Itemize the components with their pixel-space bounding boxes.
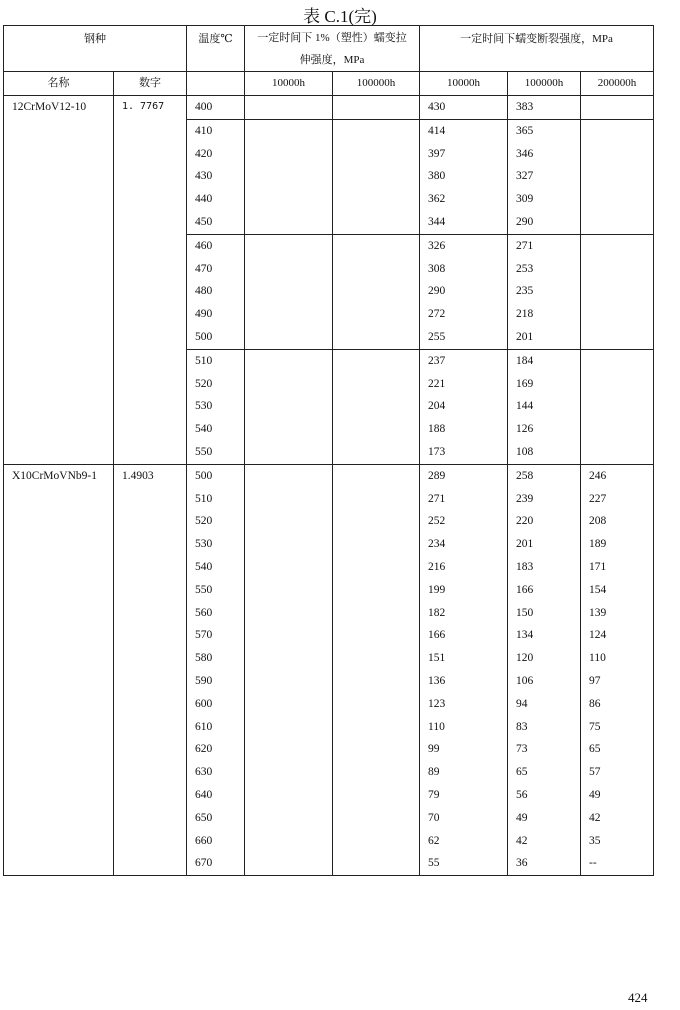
rupture-200000h-cell-value: 171 xyxy=(589,560,607,573)
rupture-100000h-cell-value: 383 xyxy=(516,101,534,113)
rupture-200000h-cell-value xyxy=(589,96,653,119)
rupture-200000h-cell-value xyxy=(589,373,653,396)
creep-10000h-cell xyxy=(245,234,333,349)
rupture-10000h-cell-value: 182 xyxy=(428,606,446,619)
rupture-200000h-cell-value xyxy=(589,120,653,143)
temperature-cell-value: 510 xyxy=(195,354,213,367)
creep-100000h-cell xyxy=(333,96,420,120)
temperature-cell xyxy=(187,119,245,234)
rupture-10000h-cell xyxy=(420,119,508,234)
rupture-10000h-cell-value: 252 xyxy=(428,515,446,528)
rupture-10000h-cell-value: 151 xyxy=(428,652,446,665)
header-rupture-200000h: 200000h xyxy=(581,72,654,96)
temperature-cell-value: 640 xyxy=(195,788,213,801)
rupture-10000h-cell xyxy=(420,96,508,120)
rupture-10000h-cell-value: 289 xyxy=(428,469,446,482)
temperature-cell-value: 570 xyxy=(195,629,213,642)
temperature-cell-value: 600 xyxy=(195,697,213,710)
temperature-cell-value: 520 xyxy=(195,377,213,390)
table-body xyxy=(4,96,654,876)
rupture-10000h-cell-value: 110 xyxy=(428,720,445,733)
rupture-100000h-cell-value: 108 xyxy=(516,445,534,458)
creep-100000h-cell xyxy=(333,464,420,875)
rupture-100000h-cell-value: 120 xyxy=(516,652,534,665)
rupture-200000h-cell-value: 42 xyxy=(589,811,601,824)
rupture-200000h-cell-value xyxy=(589,258,653,281)
temperature-cell-value: 430 xyxy=(195,170,213,183)
rupture-100000h-cell-value: 271 xyxy=(516,239,534,252)
rupture-10000h-cell xyxy=(420,464,508,875)
rupture-100000h-cell-value: 94 xyxy=(516,697,528,710)
rupture-10000h-cell-value: 173 xyxy=(428,445,446,458)
creep-10000h-cell xyxy=(245,96,333,120)
rupture-100000h-cell xyxy=(508,464,581,875)
rupture-200000h-cell-value xyxy=(589,188,653,211)
rupture-200000h-cell-value xyxy=(589,211,653,234)
temperature-cell-value: 660 xyxy=(195,834,213,847)
rupture-200000h-cell-value xyxy=(589,165,653,188)
header-number: 数字 xyxy=(114,72,187,96)
rupture-100000h-cell xyxy=(508,349,581,464)
rupture-10000h-cell-value: 272 xyxy=(428,308,446,321)
rupture-10000h-cell-value: 430 xyxy=(428,101,446,113)
rupture-200000h-cell-value: 110 xyxy=(589,652,606,665)
rupture-200000h-cell-value xyxy=(589,326,653,349)
temperature-cell-value: 400 xyxy=(195,101,213,113)
temperature-cell-value: 420 xyxy=(195,147,213,160)
temperature-cell xyxy=(187,234,245,349)
rupture-10000h-cell-value: 344 xyxy=(428,215,446,228)
rupture-200000h-cell-value xyxy=(589,418,653,441)
creep-10000h-cell xyxy=(245,464,333,875)
rupture-10000h-cell-value: 308 xyxy=(428,262,446,275)
rupture-100000h-cell-value: 218 xyxy=(516,308,534,321)
rupture-200000h-cell xyxy=(581,119,654,234)
page-number: 424 xyxy=(628,990,648,1005)
rupture-10000h-cell-value: 326 xyxy=(428,239,446,252)
rupture-100000h-cell-value: 365 xyxy=(516,124,534,137)
rupture-200000h-cell-value: 189 xyxy=(589,538,607,551)
temperature-cell-value: 480 xyxy=(195,285,213,298)
steel-name: 12CrMoV12-10 xyxy=(4,96,114,465)
temperature-cell-value: 620 xyxy=(195,743,213,756)
temperature-cell-value: 540 xyxy=(195,560,213,573)
rupture-100000h-cell-value: 239 xyxy=(516,492,534,505)
rupture-100000h-cell-value: 235 xyxy=(516,285,534,298)
rupture-10000h-cell-value: 221 xyxy=(428,377,446,390)
temperature-cell-value: 630 xyxy=(195,766,213,779)
rupture-200000h-cell-value xyxy=(589,235,653,258)
creep-100000h-cell xyxy=(333,234,420,349)
rupture-200000h-cell-value: 208 xyxy=(589,515,607,528)
rupture-10000h-cell-value: 70 xyxy=(428,811,440,824)
rupture-10000h-cell-value: 199 xyxy=(428,583,446,596)
temperature-cell-value: 520 xyxy=(195,515,213,528)
temperature-cell-value: 470 xyxy=(195,262,213,275)
rupture-200000h-cell-value xyxy=(589,143,653,166)
rupture-200000h-cell-value: 49 xyxy=(589,788,601,801)
rupture-200000h-cell-value xyxy=(589,280,653,303)
temperature-cell-value: 550 xyxy=(195,583,213,596)
rupture-10000h-cell-value: 237 xyxy=(428,354,446,367)
rupture-200000h-cell-value xyxy=(589,350,653,373)
rupture-200000h-cell-value: 124 xyxy=(589,629,607,642)
temperature-cell-value: 540 xyxy=(195,423,213,436)
rupture-10000h-cell-value: 188 xyxy=(428,423,446,436)
steel-number: 1.4903 xyxy=(114,464,187,875)
header-name: 名称 xyxy=(4,72,114,96)
rupture-100000h-cell-value: 290 xyxy=(516,215,534,228)
temperature-cell-value: 440 xyxy=(195,193,213,206)
rupture-100000h-cell-value: 309 xyxy=(516,193,534,206)
temperature-cell xyxy=(187,349,245,464)
rupture-10000h-cell-value: 380 xyxy=(428,170,446,183)
rupture-100000h-cell-value: 144 xyxy=(516,400,534,413)
rupture-10000h-cell-value: 362 xyxy=(428,193,446,206)
header-temperature-sub xyxy=(187,72,245,96)
rupture-100000h-cell-value: 36 xyxy=(516,857,528,870)
rupture-200000h-cell-value: 75 xyxy=(589,720,601,733)
rupture-100000h-cell-value: 83 xyxy=(516,720,528,733)
table-row xyxy=(4,464,654,875)
header-rupture-strength: 一定时间下蠕变断裂强度，MPa xyxy=(420,26,654,72)
rupture-10000h-cell-value: 271 xyxy=(428,492,446,505)
rupture-200000h-cell-value: 35 xyxy=(589,834,601,847)
rupture-10000h-cell-value: 136 xyxy=(428,674,446,687)
rupture-100000h-cell-value: 65 xyxy=(516,766,528,779)
header-rupture-100000h: 100000h xyxy=(508,72,581,96)
rupture-10000h-cell-value: 55 xyxy=(428,857,440,870)
header-creep-100000h: 100000h xyxy=(333,72,420,96)
rupture-200000h-cell-value xyxy=(589,395,653,418)
table-title: 表 C.1(完) xyxy=(303,7,377,26)
rupture-10000h-cell-value: 123 xyxy=(428,697,446,710)
rupture-100000h-cell-value: 201 xyxy=(516,330,534,343)
rupture-100000h-cell-value: 201 xyxy=(516,538,534,551)
rupture-200000h-cell-value: 154 xyxy=(589,583,607,596)
header-creep-strength: 一定时间下 1%（塑性）蠕变拉 伸强度，MPa xyxy=(245,26,420,72)
temperature-cell-value: 650 xyxy=(195,811,213,824)
header-temperature: 温度℃ xyxy=(187,26,245,72)
rupture-100000h-cell-value: 327 xyxy=(516,170,534,183)
rupture-100000h-cell-value: 106 xyxy=(516,674,534,687)
rupture-200000h-cell xyxy=(581,464,654,875)
temperature-cell-value: 590 xyxy=(195,674,213,687)
steel-name: X10CrMoVNb9-1 xyxy=(4,464,114,875)
temperature-cell-value: 500 xyxy=(195,469,213,482)
temperature-cell-value: 580 xyxy=(195,652,213,665)
rupture-100000h-cell-value: 169 xyxy=(516,377,534,390)
temperature-cell-value: 450 xyxy=(195,215,213,228)
header-rupture-10000h: 10000h xyxy=(420,72,508,96)
rupture-100000h-cell-value: 126 xyxy=(516,423,534,436)
rupture-200000h-cell-value: 86 xyxy=(589,697,601,710)
rupture-100000h-cell-value: 73 xyxy=(516,743,528,756)
rupture-200000h-cell-value: 246 xyxy=(589,469,607,482)
rupture-100000h-cell-value: 346 xyxy=(516,147,534,160)
rupture-100000h-cell-value: 258 xyxy=(516,469,534,482)
creep-10000h-cell xyxy=(245,119,333,234)
temperature-cell-value: 510 xyxy=(195,492,213,505)
creep-strength-table xyxy=(3,25,654,876)
creep-100000h-cell xyxy=(333,349,420,464)
rupture-100000h-cell-value: 150 xyxy=(516,606,534,619)
rupture-200000h-cell-value xyxy=(589,303,653,326)
rupture-200000h-cell-value: 227 xyxy=(589,492,607,505)
temperature-cell-value: 670 xyxy=(195,857,213,870)
rupture-100000h-cell-value: 253 xyxy=(516,262,534,275)
temperature-cell xyxy=(187,464,245,875)
rupture-10000h-cell-value: 255 xyxy=(428,330,446,343)
rupture-100000h-cell-value: 42 xyxy=(516,834,528,847)
creep-100000h-cell xyxy=(333,119,420,234)
rupture-200000h-cell xyxy=(581,349,654,464)
rupture-10000h-cell-value: 79 xyxy=(428,788,440,801)
temperature-cell-value: 530 xyxy=(195,400,213,413)
rupture-100000h-cell-value: 56 xyxy=(516,788,528,801)
creep-10000h-cell xyxy=(245,349,333,464)
rupture-100000h-cell-value: 166 xyxy=(516,583,534,596)
rupture-10000h-cell-value: 290 xyxy=(428,285,446,298)
temperature-cell-value: 560 xyxy=(195,606,213,619)
table-row xyxy=(4,96,654,120)
rupture-10000h-cell-value: 397 xyxy=(428,147,446,160)
rupture-100000h-cell xyxy=(508,119,581,234)
rupture-10000h-cell-value: 216 xyxy=(428,560,446,573)
rupture-10000h-cell xyxy=(420,349,508,464)
rupture-200000h-cell xyxy=(581,234,654,349)
rupture-10000h-cell-value: 414 xyxy=(428,124,446,137)
rupture-200000h-cell xyxy=(581,96,654,120)
rupture-100000h-cell xyxy=(508,234,581,349)
rupture-100000h-cell-value: 134 xyxy=(516,629,534,642)
temperature-cell-value: 460 xyxy=(195,239,213,252)
rupture-200000h-cell-value: 139 xyxy=(589,606,607,619)
rupture-10000h-cell-value: 62 xyxy=(428,834,440,847)
rupture-10000h-cell xyxy=(420,234,508,349)
rupture-10000h-cell-value: 204 xyxy=(428,400,446,413)
rupture-200000h-cell-value: -- xyxy=(589,857,597,870)
temperature-cell-value: 500 xyxy=(195,330,213,343)
temperature-cell-value: 410 xyxy=(195,124,213,137)
rupture-10000h-cell-value: 99 xyxy=(428,743,440,756)
rupture-100000h-cell xyxy=(508,96,581,120)
temperature-cell-value: 490 xyxy=(195,308,213,321)
temperature-cell-value: 530 xyxy=(195,538,213,551)
rupture-200000h-cell-value xyxy=(589,441,653,464)
rupture-10000h-cell-value: 234 xyxy=(428,538,446,551)
rupture-100000h-cell-value: 49 xyxy=(516,811,528,824)
rupture-100000h-cell-value: 184 xyxy=(516,354,534,367)
rupture-200000h-cell-value: 65 xyxy=(589,743,601,756)
header-creep-10000h: 10000h xyxy=(245,72,333,96)
rupture-100000h-cell-value: 220 xyxy=(516,515,534,528)
rupture-100000h-cell-value: 183 xyxy=(516,560,534,573)
header-steel: 钢种 xyxy=(4,26,187,72)
temperature-cell-value: 610 xyxy=(195,720,213,733)
rupture-10000h-cell-value: 89 xyxy=(428,766,440,779)
rupture-200000h-cell-value: 57 xyxy=(589,766,601,779)
rupture-10000h-cell-value: 166 xyxy=(428,629,446,642)
temperature-cell xyxy=(187,96,245,120)
rupture-200000h-cell-value: 97 xyxy=(589,674,601,687)
steel-number: 1. 7767 xyxy=(114,96,187,465)
temperature-cell-value: 550 xyxy=(195,445,213,458)
